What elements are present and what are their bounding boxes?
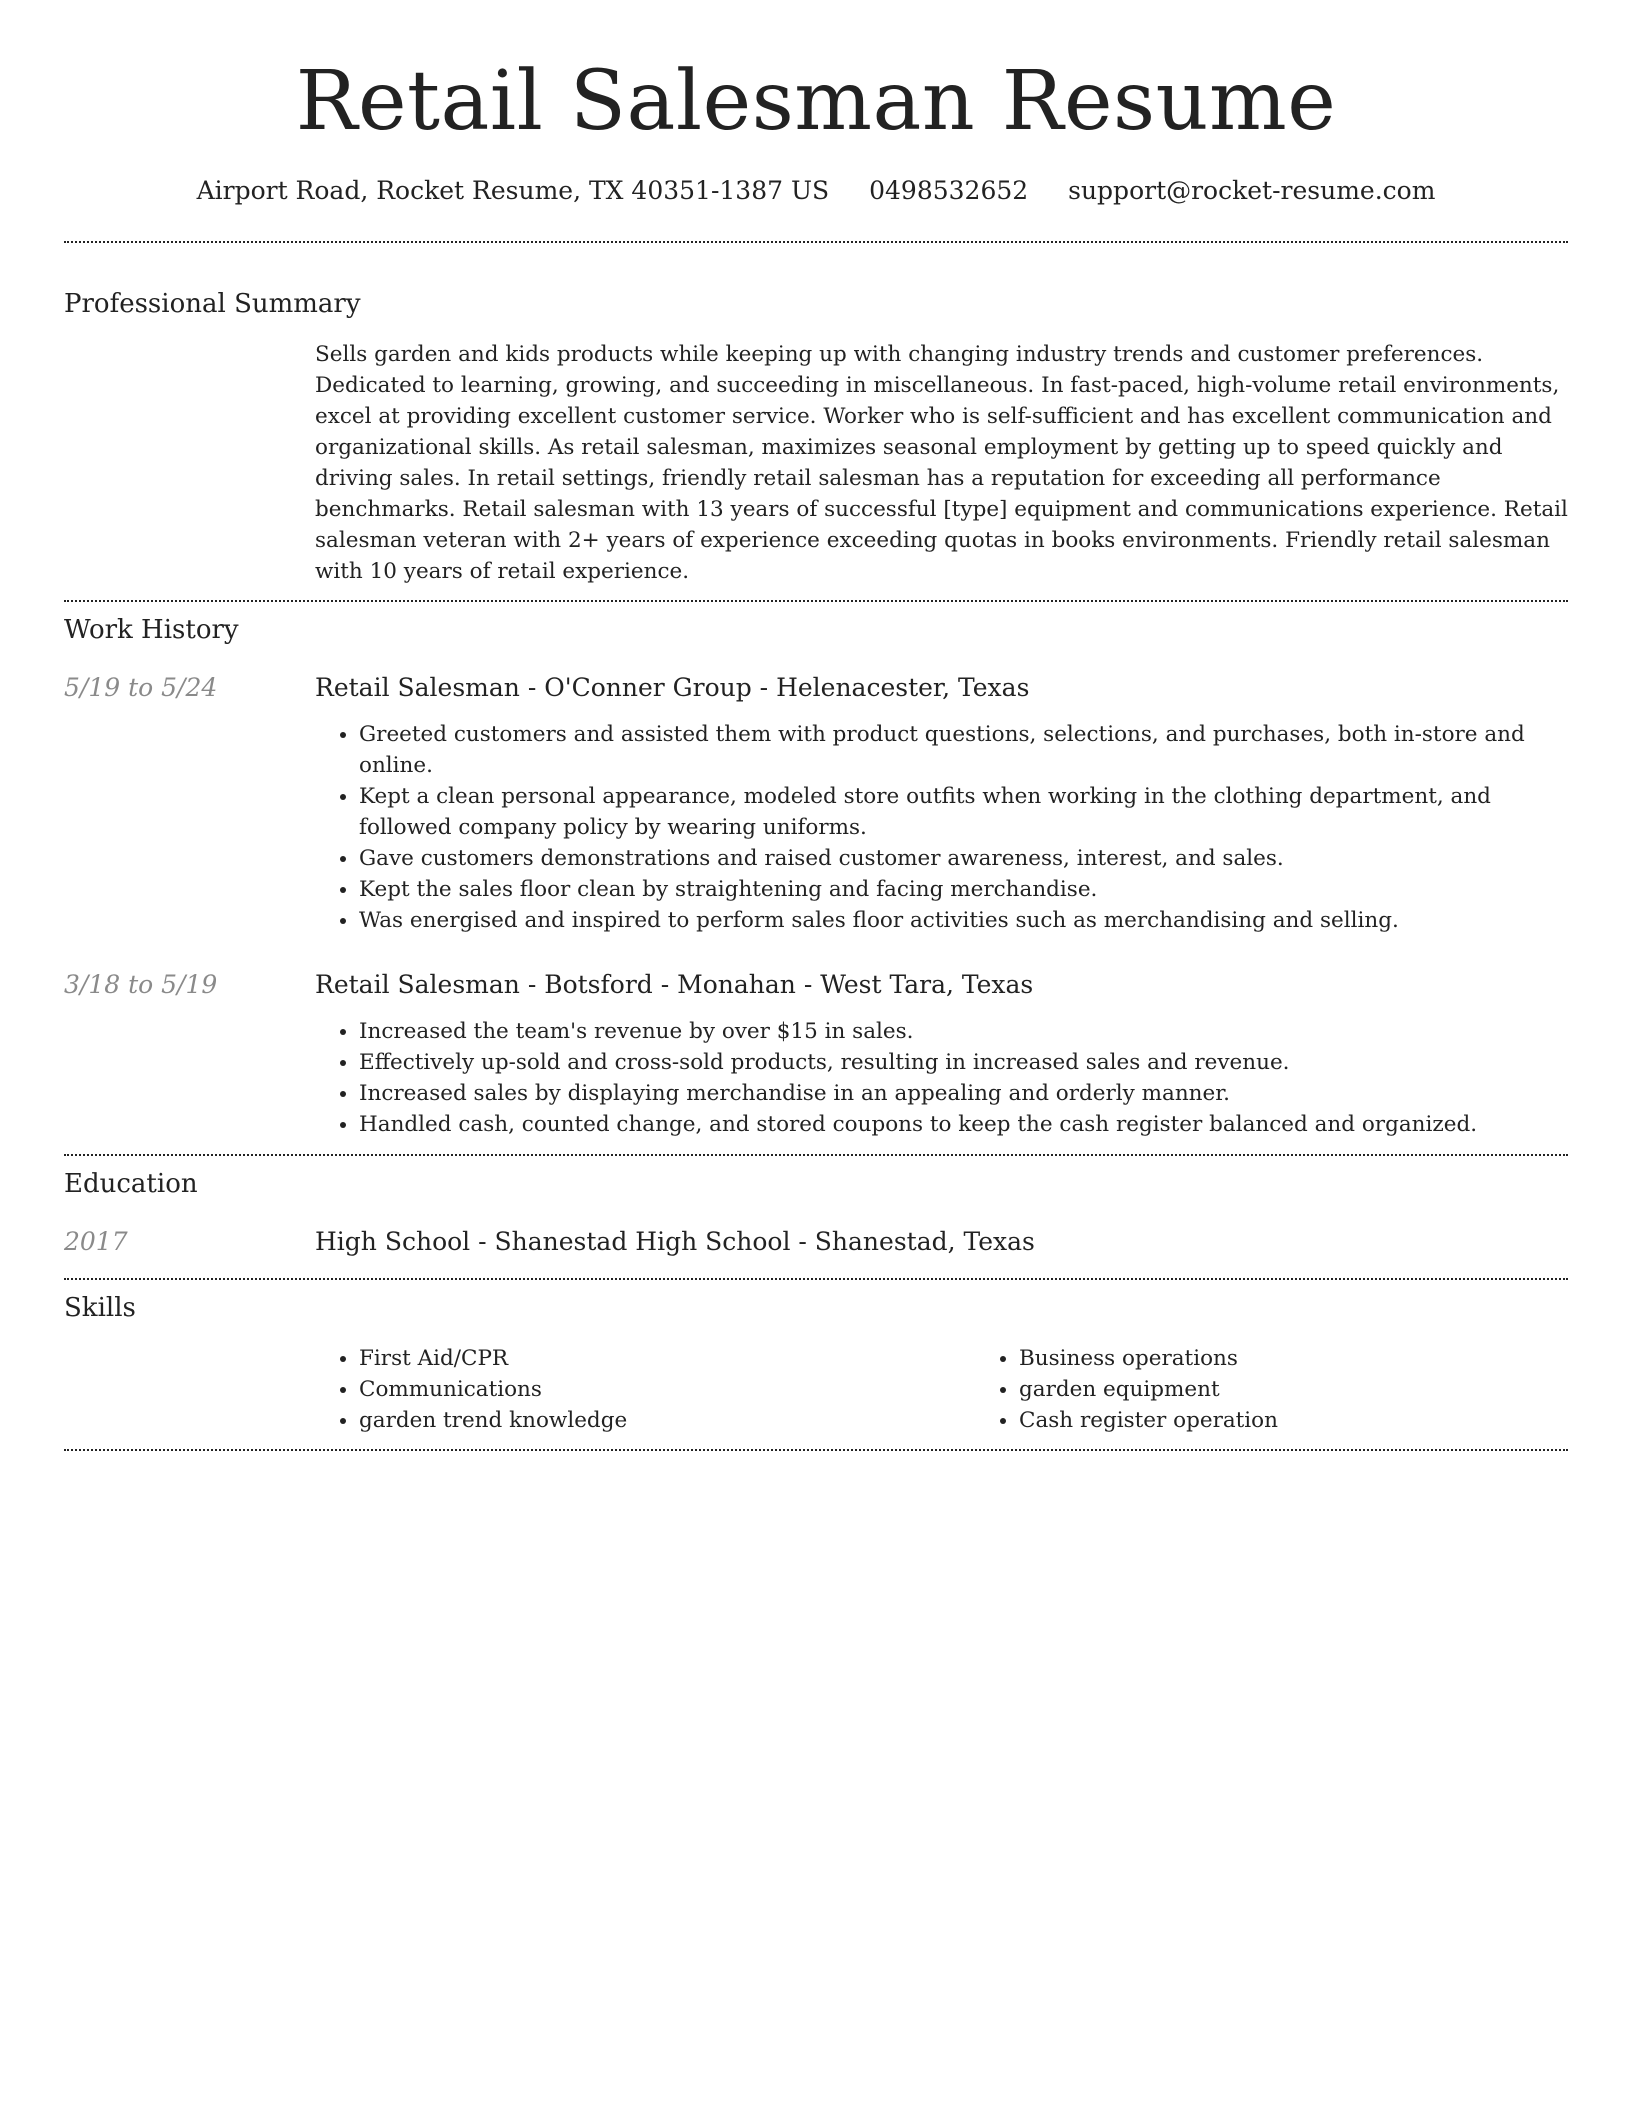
list-item: • Effectively up-sold and cross-sold products, resulting in increased sales and revenue. [359,1047,1568,1078]
education-year: 2017 [64,1227,128,1256]
address: Airport Road, Rocket Resume, TX 40351-1387 US [196,176,830,205]
contact-line [64,174,1568,208]
list-item: • Was energised and inspired to perform sales floor activities such as merchandising and selling. [359,905,1568,936]
summary-text: Sells garden and kids products while keeping up with changing industry trends and customer preferences. Dedicated to learning, growing, and succeeding in miscellaneous. In fast-paced, high-volume retail environments, excel at providing excellent customer service. Worker who is self-sufficient and has excellent communication and organizational skills. As retail salesman, maximizes seasonal employment by getting up to speed quickly and driving sales. In retail settings, friendly retail salesman has a reputation for exceeding all performance benchmarks. Retail salesman with 13 years of successful [type] equipment and communications experience. Retail salesman veteran with 2+ years of experience exceeding quotas in books environments. Friendly retail salesman with 10 years of retail experience. [315,342,1568,584]
list-item: • Greeted customers and assisted them with product questions, selections, and purchases, both in-store and online. [359,719,1568,781]
education-entry [64,1225,1568,1259]
skill-item: • garden trend knowledge [359,1405,975,1436]
divider [64,600,1568,602]
education-heading: High School - Shanestad High School - Shanestad, Texas [315,1227,1035,1256]
divider [64,1154,1568,1156]
divider [64,241,1568,243]
job-entry [64,968,1568,1140]
list-item: • Kept a clean personal appearance, modeled store outfits when working in the clothing department, and followed company policy by wearing uniforms. [359,781,1568,843]
job-bullets [315,1016,1568,1140]
phone: 0498532652 [869,176,1029,205]
skill-item: • garden equipment [1019,1374,1632,1405]
job-heading: Retail Salesman - Botsford - Monahan - West Tara, Texas [315,970,1034,999]
skill-item: • Communications [359,1374,975,1405]
divider [64,1449,1568,1451]
education-section [64,1167,1568,1259]
job-heading: Retail Salesman - O'Conner Group - Helenacester, Texas [315,673,1030,702]
skills-list-left [315,1343,975,1436]
skill-item: • Business operations [1019,1343,1632,1374]
job-entry [64,671,1568,936]
job-dates: 5/19 to 5/24 [64,673,218,702]
list-item: • Kept the sales floor clean by straightening and facing merchandise. [359,874,1568,905]
summary-section [64,287,1568,587]
work-history-title: Work History [64,615,239,645]
list-item: • Increased sales by displaying merchandise in an appealing and orderly manner. [359,1078,1568,1109]
email: support@rocket-resume.com [1068,176,1436,205]
skills-title: Skills [64,1293,136,1323]
job-bullets [315,719,1568,936]
skill-item: • Cash register operation [1019,1405,1632,1436]
education-title: Education [64,1169,198,1199]
job-dates: 3/18 to 5/19 [64,970,218,999]
summary-title: Professional Summary [64,289,361,319]
skills-list-right [975,1343,1632,1436]
list-item: • Increased the team's revenue by over $15 in sales. [359,1016,1568,1047]
list-item: • Handled cash, counted change, and stored coupons to keep the cash register balanced and organized. [359,1109,1568,1140]
skill-item: • First Aid/CPR [359,1343,975,1374]
divider [64,1278,1568,1280]
skills-section [64,1291,1568,1436]
list-item: • Gave customers demonstrations and raised customer awareness, interest, and sales. [359,843,1568,874]
work-history-section [64,613,1568,1140]
resume-title: Retail Salesman Resume [295,54,1337,149]
